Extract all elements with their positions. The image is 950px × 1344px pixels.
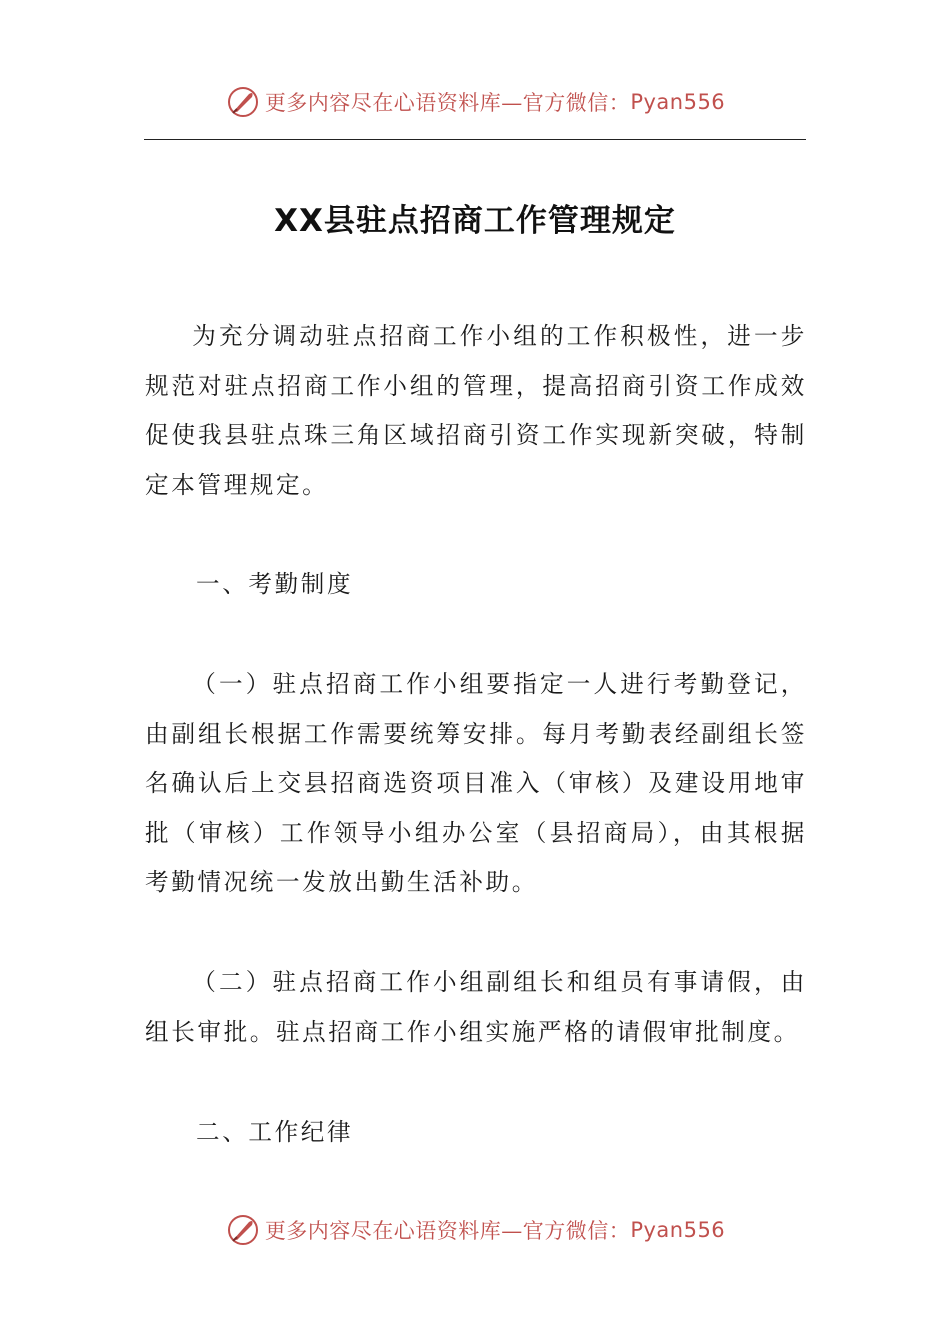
section1-heading: 一、考勤制度 xyxy=(196,570,354,598)
quill-pen-logo-icon xyxy=(225,84,261,120)
section2-heading: 二、工作纪律 xyxy=(196,1118,354,1146)
banner-text: 更多内容尽在心语资料库—官方微信： xyxy=(264,1219,631,1243)
section1-item1: （一）驻点招商工作小组要指定一人进行考勤登记，由副组长根据工作需要统筹安排。每月考勤表经副组长签名确认后上交县招商选资项目准入（审核）及建设用地审批（审核）工作领导小组办公室（县招商局），由其根据考勤情况统一发放出勤生活补助。 xyxy=(145,670,807,897)
header-banner xyxy=(0,82,950,122)
intro-paragraph: 为充分调动驻点招商工作小组的工作积极性，进一步规范对驻点招商工作小组的管理，提高招商引资工作成效促使我县驻点珠三角区域招商引资工作实现新突破，特制定本管理规定。 xyxy=(145,322,807,499)
header-divider xyxy=(144,139,806,140)
banner-text: 更多内容尽在心语资料库—官方微信： xyxy=(264,91,631,115)
document-title: XX县驻点招商工作管理规定 xyxy=(274,202,676,239)
banner-wechat-id: Pyan556 xyxy=(630,1218,726,1242)
quill-pen-logo-icon xyxy=(225,1212,261,1248)
banner-wechat-id: Pyan556 xyxy=(630,90,726,114)
footer-banner xyxy=(0,1210,950,1250)
section1-item2: （二）驻点招商工作小组副组长和组员有事请假，由组长审批。驻点招商工作小组实施严格的请假审批制度。 xyxy=(145,968,807,1046)
